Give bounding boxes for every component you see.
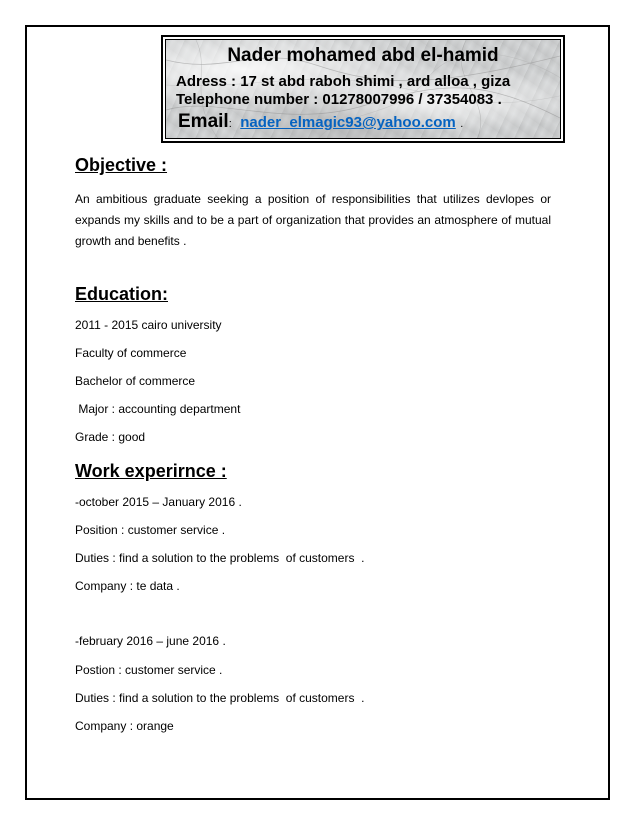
email-line — [178, 111, 463, 133]
email-colon: : — [228, 118, 232, 130]
education-line: Bachelor of commerce — [75, 374, 196, 388]
job-period: -february 2016 – june 2016 . — [75, 634, 226, 648]
job-position: Postion : customer service . — [75, 663, 223, 677]
marble-background — [165, 39, 561, 139]
email-end: . — [460, 118, 464, 130]
job-company: Company : orange — [75, 719, 174, 733]
job-duties: Duties : find a solution to the problems of customers . — [75, 691, 365, 705]
email-label: Email — [178, 111, 229, 132]
telephone-line: Telephone number : 01278007996 / 37354083 . — [176, 91, 502, 108]
job-period: -october 2015 – January 2016 . — [75, 495, 242, 509]
objective-text: An ambitious graduate seeking a position of responsibilities that utilizes devlopes or expands my skills and to be a part of organization that provides an atmosphere of mutual growth and benefits . — [75, 192, 551, 248]
contact-header-box — [161, 35, 565, 143]
education-line: Faculty of commerce — [75, 346, 187, 360]
education-heading: Education: — [75, 284, 168, 304]
email-link[interactable]: nader_elmagic93@yahoo.com — [240, 114, 456, 131]
job-duties: Duties : find a solution to the problems of customers . — [75, 551, 365, 565]
education-line: Major : accounting department — [75, 402, 241, 416]
work-heading: Work experirnce : — [75, 461, 227, 481]
job-position: Position : customer service . — [75, 523, 226, 537]
address-line: Adress : 17 st abd raboh shimi , ard alloa , giza — [176, 73, 511, 90]
education-line: Grade : good — [75, 430, 146, 444]
candidate-name: Nader mohamed abd el-hamid — [227, 45, 499, 66]
education-line: 2011 - 2015 cairo university — [75, 318, 222, 332]
objective-heading: Objective : — [75, 155, 168, 175]
job-company: Company : te data . — [75, 579, 180, 593]
